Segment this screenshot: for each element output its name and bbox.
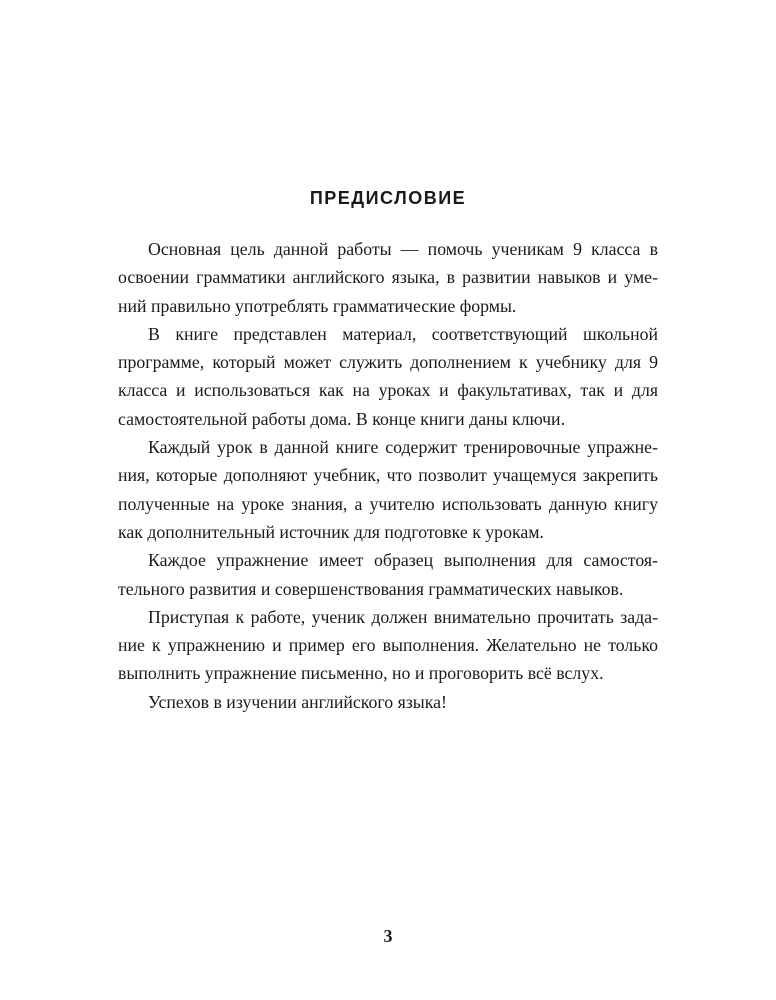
- paragraph-5: Приступая к работе, ученик должен внимательно прочитать задание к упражнению и пример его выполнения. Желательно не только выполнить упражнение письменно, но и проговорить всё вслух.: [118, 606, 658, 684]
- page-number: 3: [383, 926, 393, 946]
- paragraph-2: В книге представлен материал, соответствующий школьной программе, который может служить дополнением к учебнику для 9 класса и использоваться как на уроках и факультативах, так и для самостоятельной работы дома. В конце книги даны ключи.: [118, 323, 658, 429]
- paragraph-3: Каждый урок в данной книге содержит тренировочные упражнения, которые дополняют учебник, что позволит учащемуся закрепить полученные на уроке знания, а учителю использовать данную книгу как дополнительный источник для подготовке к урокам.: [118, 437, 658, 542]
- paragraph-1: Основная цель данной работы — помочь ученикам 9 класса в освоении грамматики английского языка, в развитии навыков и умений правильно употреблять грамматические формы.: [118, 239, 658, 316]
- paragraph-4: Каждое упражнение имеет образец выполнения для самостоятельного развития и совершенствования грамматических навыков.: [118, 550, 658, 599]
- preface-body: [118, 235, 658, 716]
- page-title: ПРЕДИСЛОВИЕ: [309, 188, 467, 208]
- paragraph-6: Успехов в изучении английского языка!: [148, 691, 447, 712]
